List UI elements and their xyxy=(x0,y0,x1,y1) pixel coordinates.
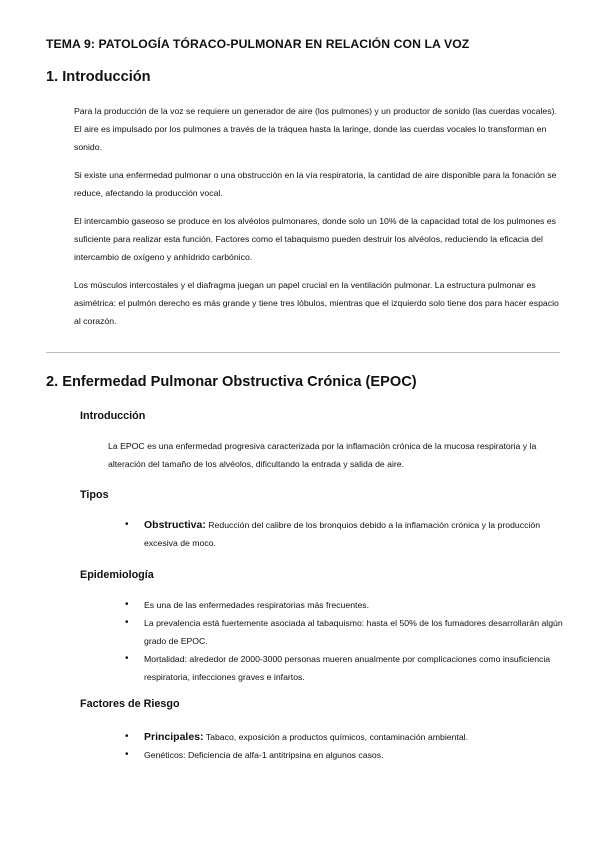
item-label: Principales: xyxy=(144,731,204,743)
list-item: • Es una de las enfermedades respiratorias más frecuentes. xyxy=(144,596,564,614)
section-divider xyxy=(46,352,560,353)
subheading-tipos: Tipos xyxy=(80,489,109,501)
paragraph: Si existe una enfermedad pulmonar o una obstrucción en la vía respiratoria, la cantidad de aire disponible para la fonación se reduce, afectando la producción vocal. xyxy=(74,170,557,198)
section-heading-introduccion: 1. Introducción xyxy=(46,69,151,85)
paragraph: Los músculos intercostales y el diafragma juegan un papel crucial en la ventilación pulmonar. La estructura pulmonar es asimétrica: el pulmón derecho es más grande y tiene tres lóbulos, mientras que el izquierdo solo tiene dos para hacer espacio al corazón. xyxy=(74,280,559,326)
list-item: • Mortalidad: alrededor de 2000-3000 personas mueren anualmente por complicaciones como insuficiencia respiratoria, infecciones graves e infartos. xyxy=(144,650,564,686)
item-text: Tabaco, exposición a productos químicos, contaminación ambiental. xyxy=(203,732,469,742)
paragraph: Para la producción de la voz se requiere un generador de aire (los pulmones) y un productor de sonido (las cuerdas vocales). El aire es impulsado por los pulmones a través de la tráquea hasta la laringe, donde las cuerdas vocales lo transforman en sonido. xyxy=(74,106,557,152)
item-text: Reducción del calibre de los bronquios debido a la inflamación crónica y la producción excesiva de moco. xyxy=(144,520,541,548)
list-item: • La prevalencia está fuertemente asociada al tabaquismo: hasta el 50% de los fumadores desarrollarán algún grado de EPOC. xyxy=(144,614,564,650)
list-item xyxy=(144,746,564,764)
subheading-introduccion: Introducción xyxy=(80,410,146,422)
paragraph: La EPOC es una enfermedad progresiva caracterizada por la inflamación crónica de la mucosa respiratoria y la alteración del tamaño de los alvéolos, dificultando la entrada y salida de aire. xyxy=(108,441,537,469)
item-text: Genéticos: Deficiencia de alfa-1 antitripsina en algunos casos. xyxy=(144,750,384,760)
epidemiologia-list xyxy=(144,596,564,686)
section-heading-epoc: 2. Enfermedad Pulmonar Obstructiva Crónica (EPOC) xyxy=(46,374,417,390)
document-title: TEMA 9: PATOLOGÍA TÓRACO-PULMONAR EN RELACIÓN CON LA VOZ xyxy=(46,37,470,51)
paragraph: El intercambio gaseoso se produce en los alvéolos pulmonares, donde solo un 10% de la capacidad total de los pulmones es suficiente para realizar esta función. Factores como el tabaquismo pueden destruir los alvéolos, reduciendo la eficacia del intercambio de oxígeno y anhídrido carbónico. xyxy=(74,216,556,262)
factores-list xyxy=(144,728,564,764)
subheading-factores-de-riesgo: Factores de Riesgo xyxy=(80,698,180,710)
list-item xyxy=(144,728,564,746)
list-item xyxy=(144,516,564,552)
item-label: Obstructiva: xyxy=(144,519,206,531)
tipos-list xyxy=(144,516,564,552)
subheading-epidemiologia: Epidemiología xyxy=(80,569,154,581)
